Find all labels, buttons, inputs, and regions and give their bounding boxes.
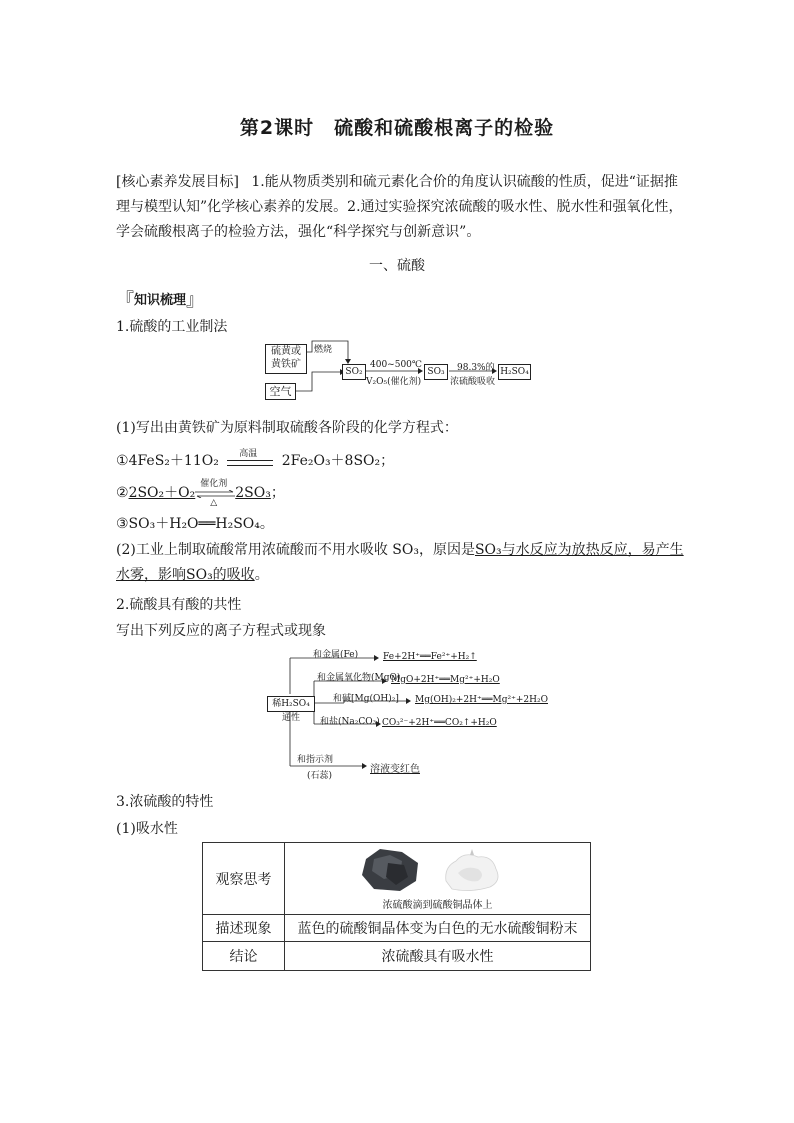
q2-end: 。: [254, 567, 269, 583]
flow-cond3-bottom: 浓硫酸吸收: [450, 377, 496, 387]
question-1: (1)写出由黄铁矿为原料制取硫酸各阶段的化学方程式：: [116, 420, 458, 436]
acid-branch-4-label: 和盐(Na₂CO₃): [320, 717, 380, 727]
photo-caption: 浓硫酸滴到硫酸铜晶体上: [382, 900, 493, 911]
flow-so3-box: SO₃: [424, 364, 448, 380]
flow-air-box: 空气: [265, 383, 296, 400]
eq1-right: 2Fe₂O₃＋8SO₂；: [281, 453, 395, 469]
acid-branch-2-label: 和金属氧化物(MgO): [317, 673, 401, 683]
knowledge-tag: 『知识梳理』: [116, 290, 205, 311]
row3-value: 浓硫酸具有吸水性: [285, 942, 591, 971]
observation-table: [202, 842, 591, 971]
row2-label: 描述现象: [203, 915, 285, 942]
row1-label: 观察思考: [203, 843, 285, 915]
eq2-cond-bottom: △: [210, 498, 218, 508]
flow-cond2-bottom: V₂O₅(催化剂): [366, 377, 422, 387]
industrial-flow-diagram: [262, 338, 542, 404]
page-title: 第2课时 硫酸和硫酸根离子的检验: [239, 117, 555, 139]
flow-burn-label: 燃烧: [314, 345, 333, 355]
eq2-condition: [195, 479, 235, 508]
row1-photo-cell: [285, 843, 591, 915]
acid-branch-2-answer: MgO+2H⁺══Mg²⁺+H₂O: [391, 675, 500, 685]
q2-answer-1: SO₃与水反应为放热反应，易产生: [474, 542, 684, 558]
eq2-end: ；: [270, 485, 285, 501]
eq1-condition: [227, 449, 273, 468]
row3-label: 结论: [203, 942, 285, 971]
heading-industrial: 1.硫酸的工业制法: [116, 319, 228, 335]
acid-branch-3-answer: Mg(OH)₂+2H⁺══Mg²⁺+2H₂O: [415, 695, 548, 705]
q2-pre: (2)工业上制取硫酸常用浓硫酸而不用水吸收 SO₃，原因是: [116, 542, 475, 558]
acid-branch-4-answer: CO₃²⁻+2H⁺══CO₂↑+H₂O: [382, 718, 497, 728]
row2-value: 蓝色的硫酸铜晶体变为白色的无水硫酸铜粉末: [285, 915, 591, 942]
equation-1: [116, 450, 394, 470]
acid-branch-1-answer: Fe+2H⁺══Fe²⁺+H₂↑: [383, 652, 477, 662]
eq1-num: ①: [116, 453, 129, 469]
flow-h2so4-box: H₂SO₄: [498, 364, 531, 380]
acid-branch-5-answer: 溶液变红色: [370, 764, 420, 775]
eq2-cond-top: 催化剂: [200, 479, 228, 489]
flow-so2-box: SO₂: [342, 364, 366, 380]
acid-branch-1-label: 和金属(Fe): [313, 650, 359, 660]
acid-branch-3-label: 和碱[Mg(OH)₂]: [333, 694, 399, 704]
acid-branch-5-label: 和指示剂: [297, 755, 334, 765]
flow-source-box: 硫黄或 黄铁矿: [265, 344, 307, 374]
flow-cond3-top: 98.3%的: [457, 363, 495, 373]
flow-cond2-top: 400~500℃: [370, 360, 422, 370]
eq1-cond-label: 高温: [239, 449, 258, 459]
acid-properties-diagram: [266, 644, 548, 781]
acid-subheading: 写出下列反应的离子方程式或现象: [116, 623, 326, 639]
table-row: [203, 942, 591, 971]
eq2-left: 2SO₂＋O₂: [128, 485, 196, 501]
crystal-photo: [360, 847, 590, 895]
section-heading: 一、硫酸: [369, 258, 425, 274]
q2-answer-2: 水雾，影响SO₃的吸收: [116, 567, 255, 583]
table-row: [203, 915, 591, 942]
eq1-left: 4FeS₂＋11O₂: [128, 453, 219, 469]
eq2-right: 2SO₃: [235, 485, 271, 501]
table-row: [203, 843, 591, 915]
eq2-num: ②: [116, 485, 129, 501]
core-goals: [116, 170, 686, 245]
equation-3: ③SO₃＋H₂O══H₂SO₄。: [116, 516, 274, 532]
heading-acid-common: 2.硫酸具有酸的共性: [116, 597, 242, 613]
goals-text: 1.能从物质类别和硫元素化合价的角度认识硫酸的性质，促进“证据推理与模型认知”化学核心素养的发展。2.通过实验探究浓硫酸的吸水性、脱水性和强氧化性，学会硫酸根离子的检验方法，强化“科学探究与创新意识”。: [116, 174, 683, 240]
eq1-equals: [227, 460, 273, 466]
knowledge-tag-label: 知识梳理: [134, 293, 187, 308]
acid-center-box: 稀H₂SO₄通性: [267, 696, 315, 712]
question-2: [116, 538, 686, 588]
acid-branch-5-sub: (石蕊): [307, 771, 333, 781]
goals-label: [核心素养发展目标]: [116, 174, 239, 190]
subheading-hygroscopic: (1)吸水性: [116, 821, 178, 837]
equation-2: [116, 479, 285, 508]
heading-conc-properties: 3.浓硫酸的特性: [116, 794, 214, 810]
